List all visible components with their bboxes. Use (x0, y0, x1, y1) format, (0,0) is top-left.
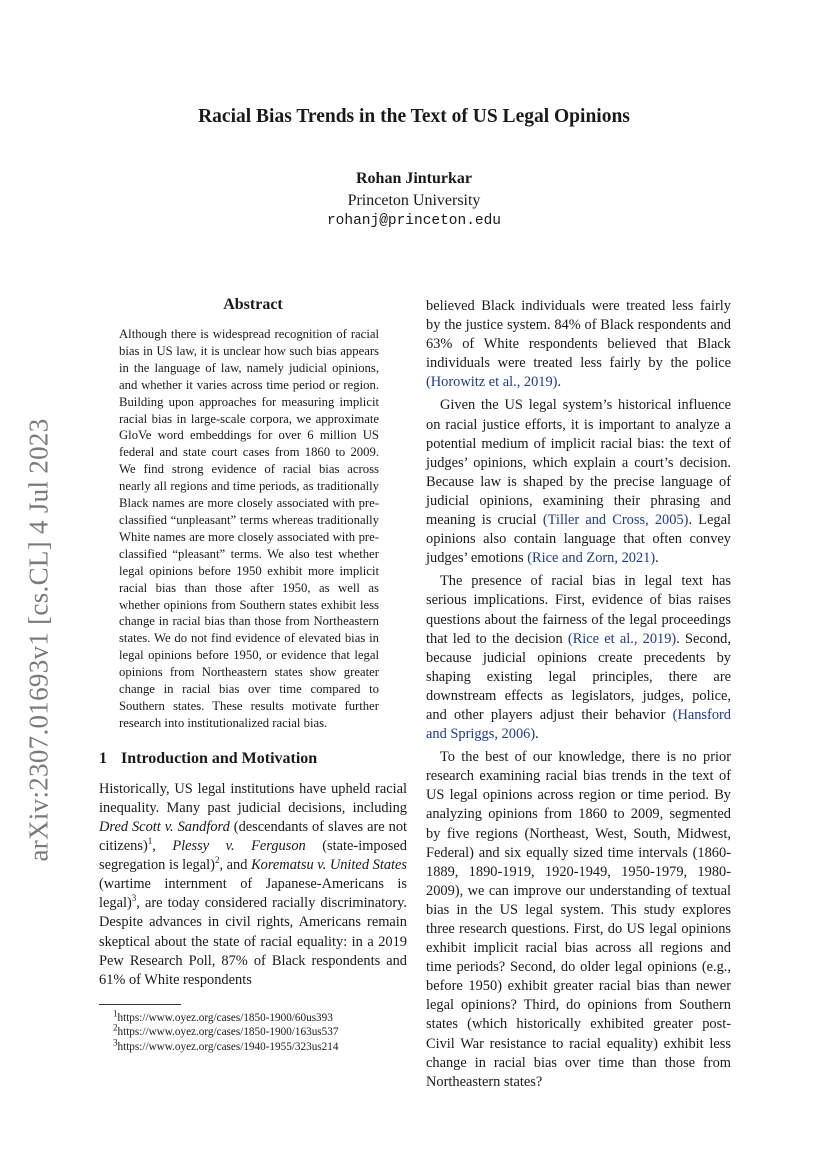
citation-link[interactable]: (Horowitz et al., 2019) (426, 374, 558, 391)
abstract-text: Although there is widespread recognition of racial bias in US law, it is unclear how such bias appears in the language of law, namely judicial opinions, and whether it varies across time period or region. Building upon approaches for measuring implicit racial bias in large-scale corpora, we approximate GloVe word embeddings for over 6 million US federal and state court cases from 1860 to 2009. We find strong evidence of racial bias across nearly all regions and time periods, as traditionally Black names are more closely associated with pre-classified “unpleasant” terms whereas traditionally White names are more closely associated with pre-classified “pleasant” terms. We also test whether legal opinions before 1950 exhibit more implicit racial bias than those after 1950, as well as whether opinions from Southern states exhibit less change in racial bias than those from Northeastern states. We do not find evidence of elevated bias in legal opinions before 1950, or evidence that legal opinions from Northeastern states show greater change in racial bias over time compared to Southern states. These results motivate further research into institutionalized racial bias. (119, 327, 379, 730)
intro-text: , are today considered racially discriminatory. Despite advances in civil rights, Americans remain skeptical about the state of racial equality: in a 2019 Pew Research Poll, 87% of Black respondents and 61% of White respondents (99, 895, 407, 988)
citation-link[interactable]: (Hansford and Spriggs, 2006) (426, 706, 731, 743)
right-paragraph-4: To the best of our knowledge, there is no prior research examining racial bias trends in the text of US legal opinions across region or time period. By analyzing opinions from 1860 to 2009, segmented by five regions (Northeast, West, South, Midwest, Federal) and six equally sized time intervals (1860-1889, 1890-1919, 1920-1949, 1950-1979, 1980-2009), we can improve our understanding of textual bias in the US legal system. This study explores three research questions. First, do US legal opinions exhibit implicit racial bias across all regions and time periods? Second, do older legal opinions (e.g., before 1950) exhibit greater racial bias than newer legal opinions? Third, do opinions from Southern states (which historically exhibited greater post-Civil War resistance to racial equality) exhibit less change in racial bias over time than those from Northeastern states? (426, 749, 731, 1090)
left-column (99, 296, 407, 1054)
footnote-number: 3 (113, 1037, 118, 1048)
body-text: The presence of racial bias in legal text has serious implications. First, evidence of bias raises questions about the fairness of the legal proceedings that led to the decision (426, 573, 731, 647)
footnote-link[interactable]: https://www.oyez.org/cases/1940-1955/323us214 (117, 1040, 339, 1053)
arxiv-stamp-text: arXiv:2307.01693v1 [cs.CL] 4 Jul 2023 (23, 418, 54, 862)
footnote-ref-3[interactable]: 3 (131, 893, 137, 904)
case-name-plessy: Plessy v. Ferguson (172, 838, 306, 855)
footnote (99, 1037, 407, 1055)
footnote-number: 1 (113, 1008, 118, 1019)
footnote-rule (99, 1004, 181, 1005)
case-name-dred-scott: Dred Scott v. Sandford (99, 818, 230, 835)
citation-link[interactable]: (Rice et al., 2019) (567, 630, 677, 647)
intro-text: (descendants of slaves are not citizens) (99, 818, 408, 855)
citation-link[interactable]: (Tiller and Cross, 2005) (542, 512, 689, 529)
right-paragraph-2 (426, 396, 731, 568)
body-text: . (655, 550, 659, 567)
right-column (426, 297, 731, 1092)
paper-title: Racial Bias Trends in the Text of US Legal Opinions (198, 106, 630, 127)
footnote-ref-2[interactable]: 2 (214, 855, 220, 866)
footnote-number: 2 (113, 1022, 118, 1033)
body-text: . Legal opinions also contain language that often convey judges’ emotions (426, 512, 731, 567)
author-block (0, 168, 828, 232)
author-affiliation: Princeton University (347, 192, 481, 209)
footnote (99, 1022, 407, 1040)
footnote (99, 1008, 407, 1026)
body-text: . (535, 726, 539, 743)
footnote-ref-1[interactable]: 1 (147, 836, 153, 847)
section-number: 1 (99, 749, 107, 767)
intro-paragraph-1 (99, 780, 407, 990)
citation-link[interactable]: (Rice and Zorn, 2021) (527, 550, 656, 567)
intro-text: , (152, 838, 173, 855)
body-text: Given the US legal system’s historical influence on racial justice efforts, it is important to analyze a potential medium of implicit racial bias: the text of judges’ opinions, which explain a court’s decision. Because law is shaped by the precise language of judicial opinions, examining their phrasing and meaning is crucial (426, 397, 731, 529)
section-title: Introduction and Motivation (121, 749, 318, 767)
case-name-korematsu: Korematsu v. United States (251, 857, 408, 874)
section-heading (99, 750, 407, 768)
footnote-link[interactable]: https://www.oyez.org/cases/1850-1900/163us537 (117, 1026, 339, 1039)
right-paragraph-3 (426, 572, 731, 744)
intro-text: , and (219, 857, 252, 874)
intro-text: Historically, US legal institutions have upheld racial inequality. Many past judicial decisions, including (99, 780, 407, 816)
intro-text: (state-imposed segregation is legal) (99, 838, 407, 874)
author-email: rohanj@princeton.edu (326, 213, 502, 229)
right-paragraph-1 (426, 297, 731, 392)
body-text: . (557, 374, 562, 391)
abstract-heading: Abstract (223, 296, 283, 313)
intro-text: (wartime internment of Japanese-Americans is legal) (99, 876, 407, 912)
arxiv-stamp (16, 380, 62, 900)
body-text: . Second, because judicial opinions create precedents by shaping existing legal principles, there are downstream effects as legislators, judges, police, and other players adjust their behavior (426, 630, 731, 723)
footnote-link[interactable]: https://www.oyez.org/cases/1850-1900/60us393 (117, 1011, 333, 1024)
author-name: Rohan Jinturkar (355, 170, 473, 187)
body-text: believed Black individuals were treated less fairly by the justice system. 84% of Black respondents and 63% of White respondents believed that Black individuals were treated less fairly by the police (426, 298, 731, 372)
